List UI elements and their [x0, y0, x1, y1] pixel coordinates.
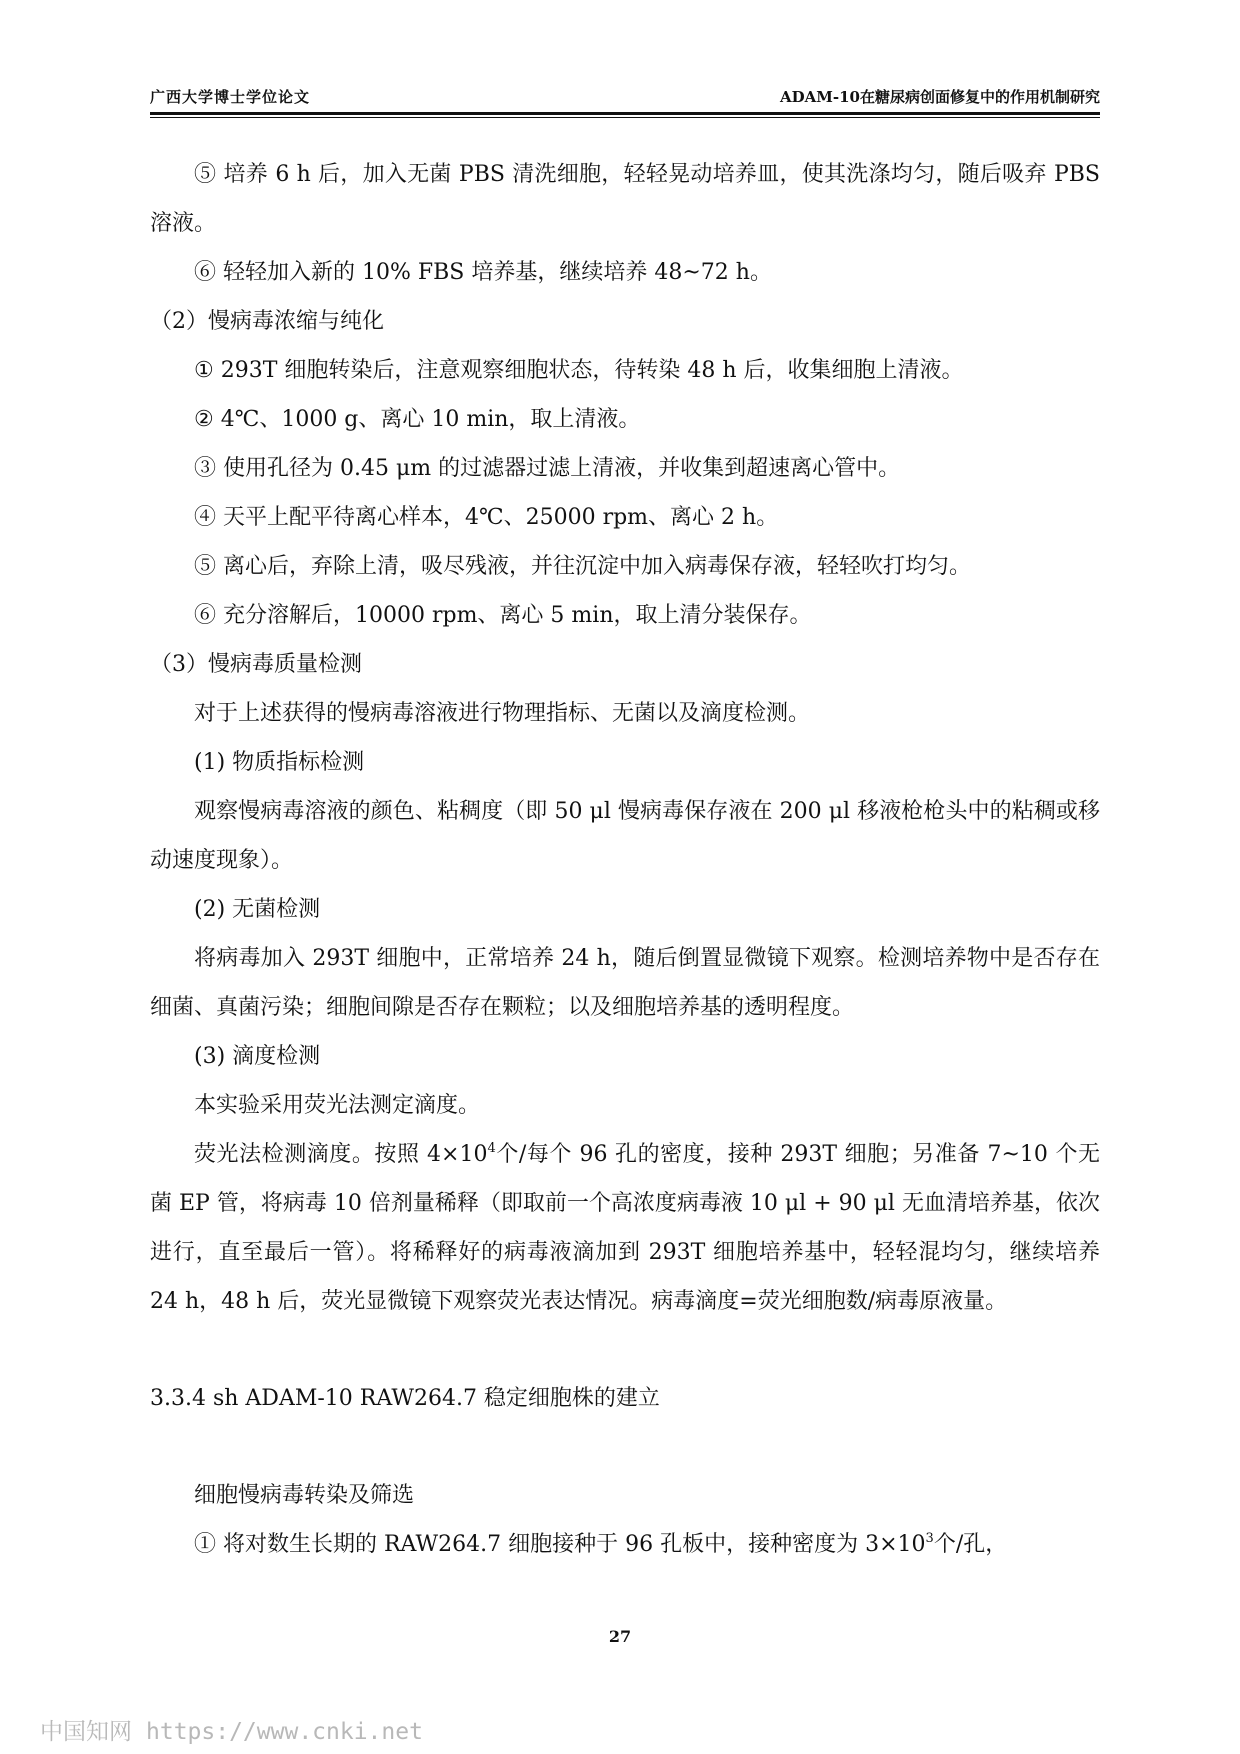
- header-thesis-title: ADAM-10在糖尿病创面修复中的作用机制研究: [780, 88, 1100, 106]
- paragraph: 对于上述获得的慢病毒溶液进行物理指标、无菌以及滴度检测。: [194, 701, 811, 726]
- paragraph: ⑤ 培养 6 h 后，加入无菌 PBS 清洗细胞，轻轻晃动培养皿，使其洗涤均匀，随后吸弃 PBS 溶液。: [150, 162, 1100, 236]
- spacer: [150, 1423, 1100, 1471]
- item-heading: (2) 无菌检测: [194, 897, 321, 922]
- header-rule-thick: [150, 112, 1100, 115]
- paragraph: ⑥ 充分溶解后，10000 rpm、离心 5 min，取上清分装保存。: [194, 603, 812, 628]
- text-run: 荧光法检测滴度。按照 4×10: [194, 1142, 488, 1167]
- paragraph: ③ 使用孔径为 0.45 μm 的过滤器过滤上清液，并收集到超速离心管中。: [194, 456, 901, 481]
- page-number: 27: [608, 1627, 632, 1646]
- paragraph: ⑤ 离心后，弃除上清，吸尽残液，并往沉淀中加入病毒保存液，轻轻吹打均匀。: [194, 554, 971, 579]
- paragraph: ⑥ 轻轻加入新的 10% FBS 培养基，继续培养 48~72 h。: [194, 260, 772, 285]
- spacer: [150, 1326, 1100, 1374]
- paragraph: 本实验采用荧光法测定滴度。: [194, 1093, 481, 1118]
- text-run: ① 将对数生长期的 RAW264.7 细胞接种于 96 孔板中，接种密度为 3×10: [194, 1532, 926, 1557]
- watermark-url: https://www.cnki.net: [146, 1719, 423, 1745]
- running-header: [150, 86, 1100, 110]
- subsection-heading: （3）慢病毒质量检测: [150, 652, 362, 677]
- item-heading: (1) 物质指标检测: [194, 750, 365, 775]
- superscript: 4: [487, 1141, 496, 1156]
- section-heading: 3.3.4 sh ADAM-10 RAW264.7 稳定细胞株的建立: [150, 1386, 660, 1411]
- text-run: 个/孔，: [933, 1532, 1008, 1557]
- paragraph: ② 4℃、1000 g、离心 10 min，取上清液。: [194, 407, 641, 432]
- cnki-watermark: [40, 1713, 423, 1746]
- item-heading: (3) 滴度检测: [194, 1044, 321, 1069]
- paragraph: 观察慢病毒溶液的颜色、粘稠度（即 50 μl 慢病毒保存液在 200 μl 移液枪枪头中的粘稠或移动速度现象）。: [150, 799, 1100, 873]
- text-run: 个/每个 96 孔的密度，接种 293T 细胞；另准备 7~10 个无菌 EP 管，将病毒 10 倍剂量稀释（即取前一个高浓度病毒液 10 μl + 90 μl 无血清培养基，依次进行，直至最后一管）。将稀释好的病毒液滴加到 293T 细胞培养基中，轻轻混均匀，继续培养 24 h，48 h 后，荧光显微镜下观察荧光表达情况。病毒滴度=荧光细胞数/病毒原液量。: [150, 1142, 1100, 1314]
- paragraph: 细胞慢病毒转染及筛选: [194, 1483, 415, 1508]
- paragraph: 将病毒加入 293T 细胞中，正常培养 24 h，随后倒置显微镜下观察。检测培养物中是否存在细菌、真菌污染；细胞间隙是否存在颗粒；以及细胞培养基的透明程度。: [150, 946, 1100, 1020]
- superscript: 3: [925, 1531, 934, 1546]
- paragraph: [150, 1520, 1100, 1569]
- subsection-heading: （2）慢病毒浓缩与纯化: [150, 309, 384, 334]
- watermark-cn: 中国知网: [40, 1719, 132, 1745]
- paragraph: ① 293T 细胞转染后，注意观察细胞状态，待转染 48 h 后，收集细胞上清液。: [194, 358, 964, 383]
- paragraph: [150, 1130, 1100, 1326]
- page-body: [150, 150, 1100, 1569]
- paragraph: ④ 天平上配平待离心样本，4℃、25000 rpm、离心 2 h。: [194, 505, 779, 530]
- header-university: 广西大学博士学位论文: [150, 88, 311, 106]
- header-rule-thin: [150, 117, 1100, 118]
